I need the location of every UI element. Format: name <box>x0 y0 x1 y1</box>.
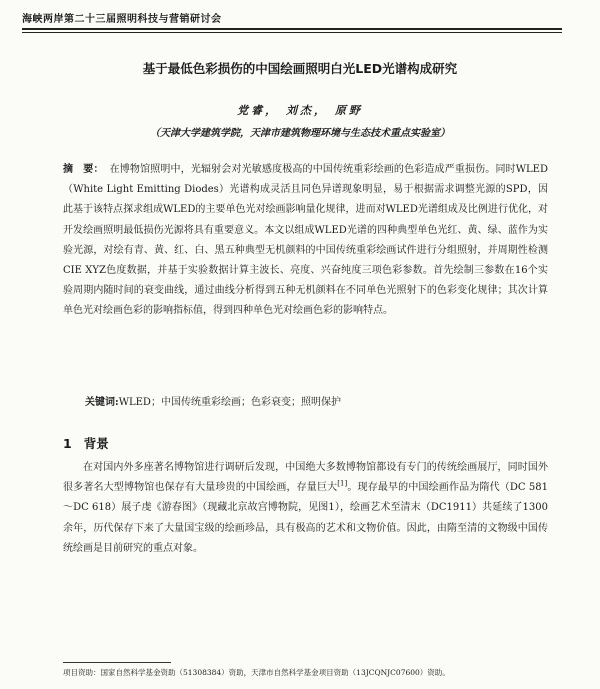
footnote: 项目资助：国家自然科学基金资助（51308384）资助，天津市自然科学基金项目资助（13JCQNJC07600）资助。 <box>63 668 450 677</box>
keywords-text: WLED；中国传统重彩绘画；色彩衰变；照明保护 <box>118 397 341 408</box>
conference-name: 海峡两岸第二十三届照明科技与营销研讨会 <box>22 14 222 25</box>
paper-affiliation: （天津大学建筑学院，天津市建筑物理环境与生态技术重点实验室） <box>150 128 450 139</box>
footnote-divider <box>63 662 171 663</box>
abstract <box>63 160 548 322</box>
citation-ref[interactable]: [1] <box>337 479 348 488</box>
section-title: 背景 <box>83 436 109 451</box>
keywords-label: 关键词: <box>85 397 119 408</box>
section-heading <box>63 434 109 452</box>
body-text-part1: 在对国内外多座著名博物馆进行调研后发现，中国绝大多数博物馆都设有专门的传统绘画展厅，同时国外很多著名大型博物馆也保存有大量珍贵的中国绘画，存量巨大 <box>63 462 548 494</box>
paper-authors: 党睿， 刘杰， 原野 <box>237 104 363 117</box>
paper-title: 基于最低色彩损伤的中国绘画照明白光LED光谱构成研究 <box>142 61 458 76</box>
abstract-text: 在博物馆照明中，光辐射会对光敏感度极高的中国传统重彩绘画的色彩造成严重损伤。同时WLED（White Light Emitting Diodes）光谱构成灵活且同色异谱现象明显，易于根据需求调整光源的SPD，因此基于该特点探求组成WLED的主要单色光对绘画影响量化规律，进而对WLED光谱组成及比例进行优化，对开发绘画照明最低损伤光源将具有重要意义。本文以组成WLED光谱的四种典型单色光红、黄、绿、蓝作为实验光源，对绘有青、黄、红、白、黑五种典型无机颜料的中国传统重彩绘画试件进行分组照射，并周期性检测CIE XYZ色度数据，并基于实验数据计算主波长、亮度、兴奋纯度三项色彩参数。首先绘制三参数在16个实验周期内随时间的衰变曲线，通过曲线分析得到五种无机颜料在不同单色光照射下的色彩变化规律；其次计算单色光对绘画色彩的影响指标值，得到四种单色光对绘画色彩的影响特点。 <box>63 164 548 317</box>
conference-header <box>22 10 562 30</box>
section-body <box>63 458 548 559</box>
abstract-label: 摘 要： <box>63 164 104 175</box>
keywords <box>85 393 545 408</box>
body-text-part2: 。现存最早的中国绘画作品为隋代（DC 581～DC 618）展子虔《游春图》（现藏北京故宫博物院，见图1），绘画艺术至清末（DC1911）共延续了1300余年，历代保存下来了大量国宝级的绘画珍品，具有极高的艺术和文物价值。因此，由隋至清的文物级中国传统绘画是目前研究的重点对象。 <box>63 482 549 554</box>
section-number: 1 <box>63 436 72 451</box>
